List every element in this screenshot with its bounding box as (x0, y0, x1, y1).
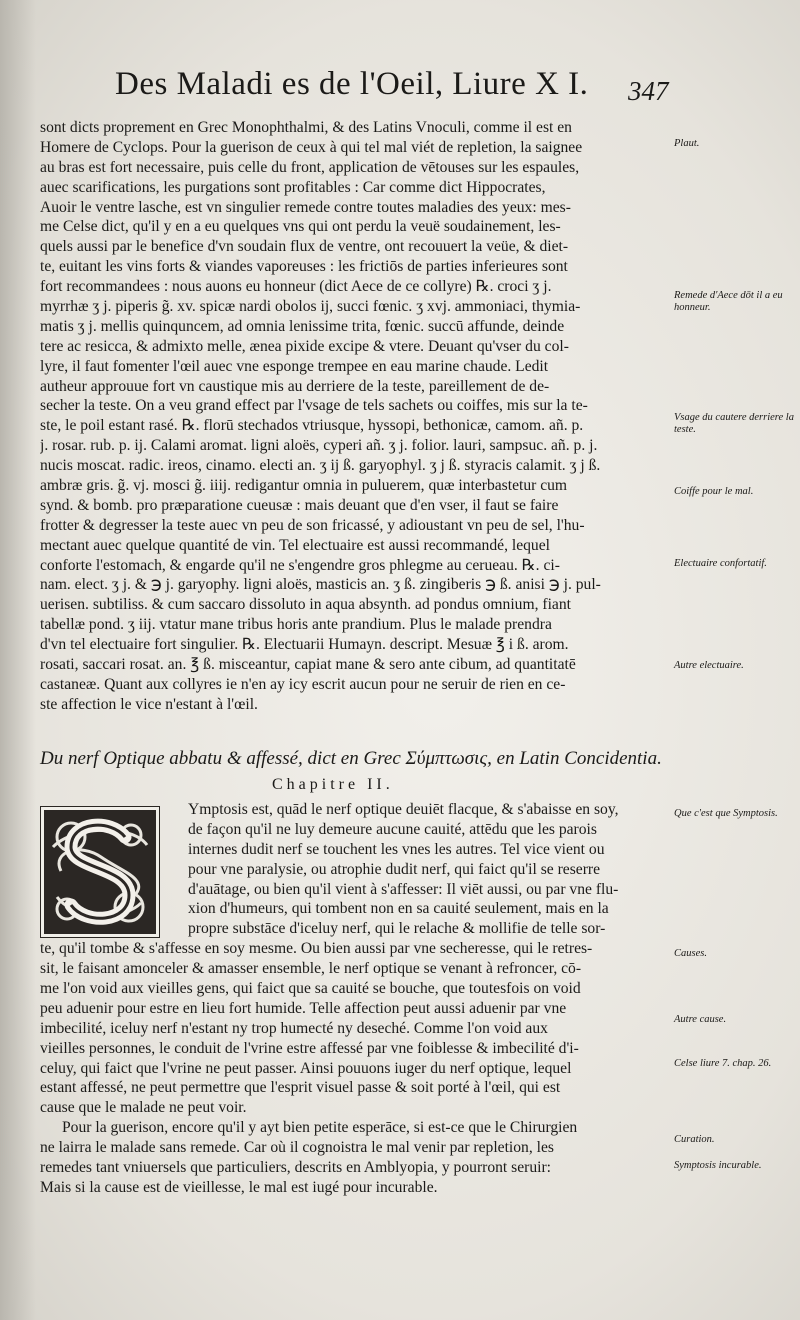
text-line: myrrhæ ʒ j. piperis g̃. xv. spicæ nardi obolos ij, succi fœnic. ʒ xvj. ammoniaci, thymia- (40, 298, 581, 316)
margin-note: Curation. (674, 1134, 715, 1145)
text-line: Homere de Cyclops. Pour la guerison de ceux à qui tel mal viét de repletion, la saignee (40, 138, 583, 156)
text-line: Auoir le ventre lasche, est vn singulier remede contre toutes maladies des yeux: mes- (40, 198, 571, 216)
margin-note: Vsage du cautere derriere la teste. (674, 412, 794, 435)
text-line: matis ʒ j. mellis quinquncem, ad omnia lenissime trita, fœnic. succū affunde, deinde (40, 317, 565, 335)
text-line: lyre, il faut fomenter l'œil auec vne esponge trempee en eau marine chaude. Ledit (40, 357, 549, 375)
text-line: synd. & bomb. pro præparatione cueusæ : mais deuant que d'en vser, il faut se faire (40, 496, 559, 514)
text-line: te, euitant les vins forts & viandes vaporeuses : les frictiōs de parties inferieures sont (40, 258, 568, 276)
section-2-text (40, 800, 680, 1198)
text-line: frotter & degresser la teste auec vn peu de son fricassé, y adioustant vn peu de sel, l'hu- (40, 516, 585, 534)
text-line: ste, le poil estant rasé. ℞. florū stechados vtriusque, hyssopi, bethonicæ, camom. añ. p. (40, 417, 584, 435)
text-line: ste affection le vice n'estant à l'œil. (40, 695, 258, 713)
text-line: rosati, saccari rosat. an. ℥ ß. misceantur, capiat mane & sero ante cibum, ad quantitatē (40, 656, 576, 674)
text-line: mectant auec quelque quantité de vin. Tel electuaire est aussi recommandé, lequel (40, 536, 550, 554)
text-line: xion d'humeurs, qui tombent non en sa cauité seulement, mais en la (188, 900, 609, 918)
text-line: pour vne paralysie, ou atrophie dudit nerf, qui faict qu'il se reserre (188, 860, 601, 878)
margin-note: Symptosis incurable. (674, 1160, 762, 1171)
text-line: castaneæ. Quant aux collyres ie n'en ay icy escrit aucun pour ne seruir de rien en ce- (40, 675, 566, 693)
text-line: peu aduenir pour estre en lieu fort humide. Telle affection peut aussi aduenir par vne (40, 999, 567, 1017)
margin-note: Remede d'Aece dōt il a eu honneur. (674, 290, 783, 313)
text-line: nam. elect. ʒ j. & ℈ j. garyophy. ligni aloës, masticis an. ʒ ß. zingiberis ℈ ß. anisi ℈ j. pul- (40, 576, 601, 594)
text-line: estant affessé, ne peut permettre que l'esprit visuel passe & soit porté à l'œil, qui est (40, 1079, 561, 1097)
text-line: sit, le faisant amonceler & amasser ensemble, le nerf optique se venant à refroncer, cō- (40, 960, 582, 978)
margin-note: Celse liure 7. chap. 26. (674, 1058, 772, 1069)
margin-note: Autre cause. (674, 1014, 727, 1025)
text-line: auec scarifications, les purgations sont profitables : Car comme dict Hippocrates, (40, 178, 546, 196)
text-line: j. rosar. rub. p. ij. Calami aromat. ligni aloës, cyperi añ. ʒ j. folior. lauri, sampsuc. añ. p. j. (40, 437, 598, 455)
text-line: au bras est fort necessaire, puis celle du front, application de vētouses sur les espaules, (40, 158, 580, 176)
text-line: tere ac resicca, & admixto melle, ænea pixide excipe & vtere. Deuant qu'vser du col- (40, 337, 569, 355)
text-line: nucis moscat. radic. ireos, cinamo. electi an. ʒ ij ß. garyophyl. ʒ j ß. styracis calamit. ʒ j ß. (40, 457, 601, 475)
page-number: 347 (628, 76, 669, 106)
text-line: Mais si la cause est de vieillesse, le mal est iugé pour incurable. (40, 1178, 438, 1196)
text-line: conforte l'estomach, & engarde qu'il ne s'engendre gros phlegme au cerueau. ℞. ci- (40, 556, 560, 574)
text-line: me l'on void aux vieilles gens, qui faict que sa cauité se bouche, que toutesfois on void (40, 980, 581, 998)
text-line: cause que le malade ne peut voir. (40, 1099, 247, 1117)
margin-note: Coiffe pour le mal. (674, 486, 754, 497)
margin-note: Electuaire confortatif. (674, 558, 767, 569)
margin-note: Que c'est que Symptosis. (674, 808, 778, 819)
text-line: Ymptosis est, quād le nerf optique deuiēt flacque, & s'abaisse en soy, (188, 801, 619, 818)
margin-note: Causes. (674, 948, 707, 959)
margin-note: Plaut. (674, 138, 700, 149)
text-line: internes dudit nerf se touchent les vnes les autres. Tel vice vient ou (188, 840, 605, 858)
margin-note: Autre electuaire. (674, 660, 744, 671)
section-1-text (40, 118, 680, 715)
text-line: sont dicts proprement en Grec Monophthalmi, & des Latins Vnoculi, comme il est en (40, 119, 572, 136)
text-line: ne lairra le malade sans remede. Car où il cognoistra le mal venir par repletion, les (40, 1139, 554, 1157)
chapter-heading: Du nerf Optique abbatu & affessé, dict en Grec Σύμπτωσις, en Latin Concidentia. (40, 748, 662, 769)
text-line: d'auātage, ou bien qu'il vient à s'affesser: Il viēt aussi, ou par vne flu- (188, 880, 619, 898)
chapter-number: Chapitre II. (272, 776, 394, 793)
text-line: fort recommandees : nous auons eu honneur (dict Aece de ce collyre) ℞. croci ʒ j. (40, 278, 552, 296)
running-head: Des Maladi es de l'Oeil, Liure X I. (115, 66, 589, 102)
text-line: de façon qu'il ne luy demeure aucune cauité, attēdu que les parois (188, 820, 597, 838)
text-line: celuy, qui faict que l'vrine ne peut passer. Ainsi pouuons iuger du nerf optique, lequel (40, 1059, 572, 1077)
text-line: quels aussi par le benefice d'vn soudain flux de ventre, ont recouuert la veüe, & diet- (40, 238, 569, 256)
text-line: remedes tant vniuersels que particuliers, descrits en Amblyopia, y pourront seruir: (40, 1159, 551, 1177)
text-line: ambræ gris. g̃. vj. mosci g̃. iiij. redigantur omnia in puluerem, quæ interbastetur cum (40, 477, 568, 495)
text-line: propre substāce d'iceluy nerf, qui le relache & mollifie de telle sor- (188, 920, 606, 938)
text-line: uerisen. subtiliss. & cum saccaro dissoluto in aqua absynth. ad pondus omnium, fiant (40, 596, 571, 614)
text-line: secher la teste. On a veu grand effect par l'vsage de tels sachets ou coiffes, mis sur la te- (40, 397, 588, 415)
text-line: te, qu'il tombe & s'affesse en soy mesme. Ou bien aussi par vne secheresse, qui le retres- (40, 940, 593, 958)
text-line: imbecilité, iceluy nerf n'estant ny trop humecté ny deseché. Comme l'on void aux (40, 1019, 548, 1037)
text-line: vieilles personnes, le conduit de l'vrine estre affessé par vne foiblesse & imbecilité d'i- (40, 1039, 579, 1057)
text-line: tabellæ pond. ʒ iij. vtatur mane tribus horis ante prandium. Plus le malade prendra (40, 616, 552, 634)
binding-shadow (0, 0, 36, 1320)
text-line: d'vn tel electuaire fort singulier. ℞. Electuarii Humayn. descript. Mesuæ ℥ i ß. arom. (40, 636, 569, 654)
text-line: me Celse dict, qu'il y en a eu quelques vns qui ont perdu la veuë soudainement, les- (40, 218, 561, 236)
text-line: autheur approuue fort vn caustique mis au derriere de la teste, pareillement de de- (40, 377, 550, 395)
text-line: Pour la guerison, encore qu'il y ayt bien petite esperāce, si est-ce que le Chirurgien (62, 1119, 578, 1137)
